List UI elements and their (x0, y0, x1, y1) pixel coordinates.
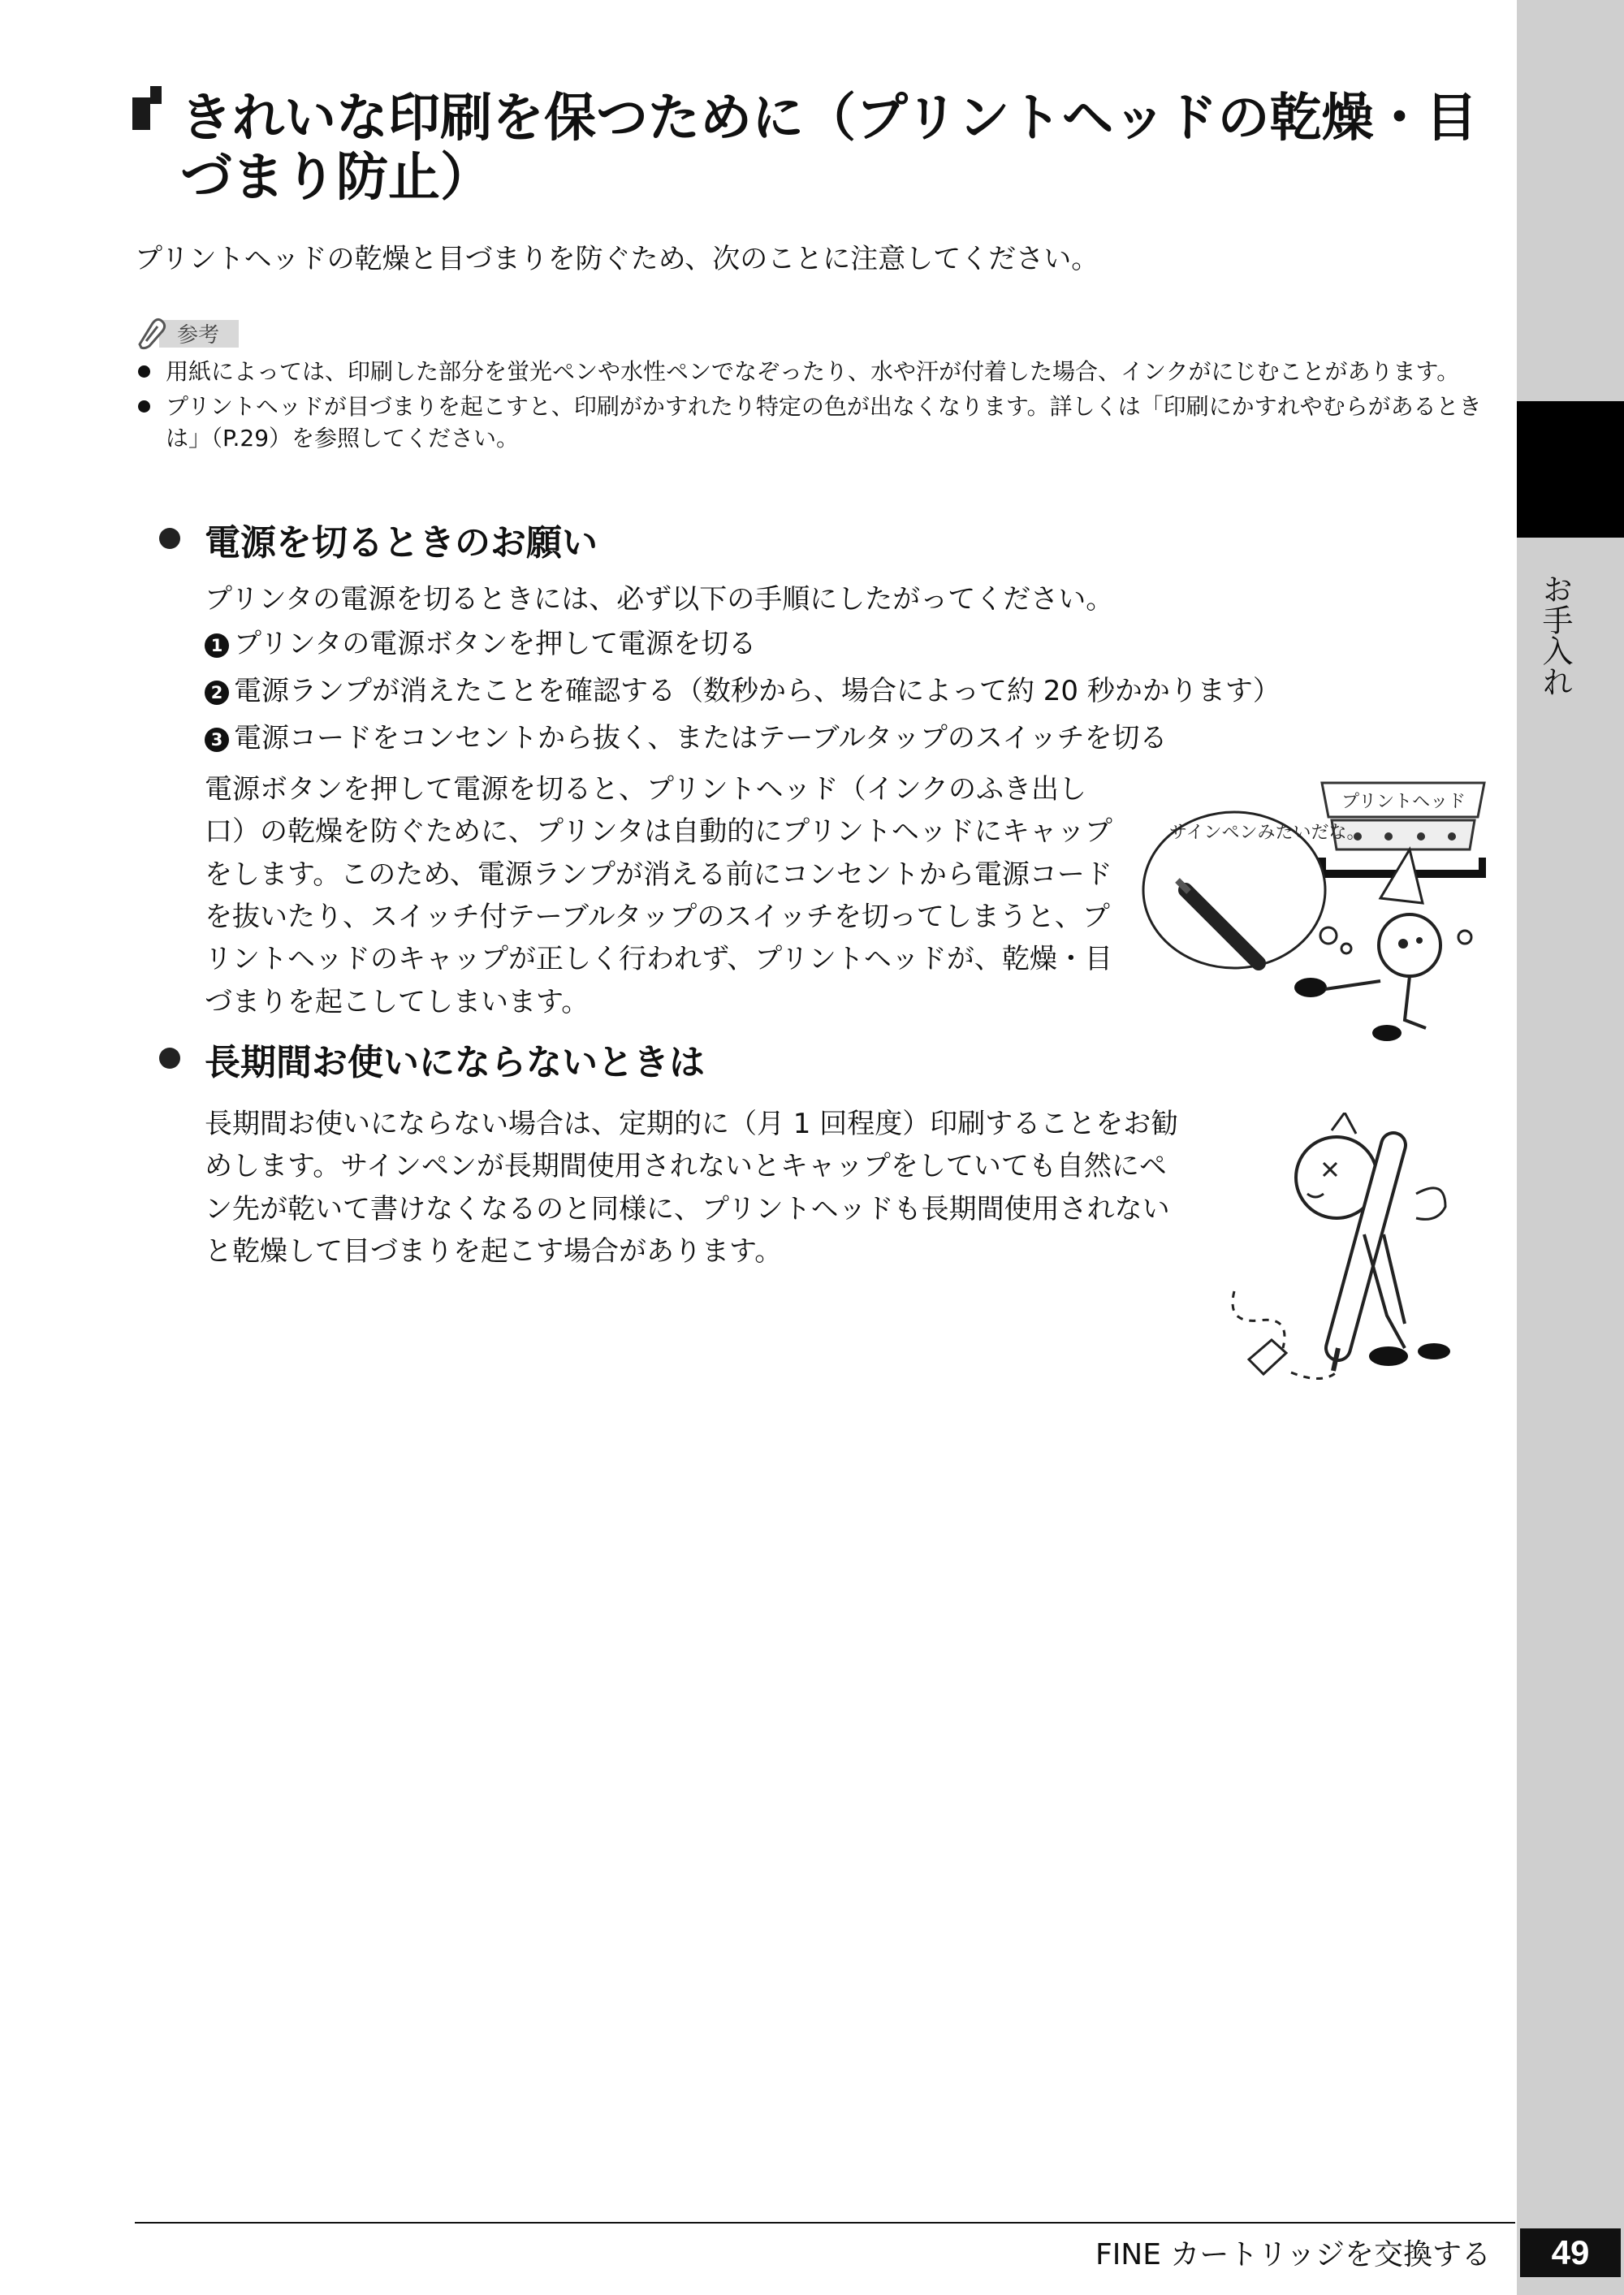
section-heading: 電源を切るときのお願い (205, 522, 598, 564)
note-icon (135, 315, 240, 351)
title-marker-icon (132, 97, 150, 130)
speech-text: サインペンみたいだな。 (1169, 823, 1365, 843)
footer-chapter-title: FINE カートリッジを交換する (1095, 2238, 1491, 2271)
side-band (1517, 0, 1624, 2295)
note-item: 用紙によっては、印刷した部分を蛍光ペンや水性ペンでなぞったり、水や汗が付着した場合、インクがにじむことがあります。 (135, 356, 1483, 387)
footer-rule (135, 2222, 1515, 2224)
chapter-tab-label: お手入れ (1537, 573, 1573, 697)
page-number: 49 (1520, 2228, 1621, 2277)
section-body: 長期間お使いにならない場合は、定期的に（月 1 回程度）印刷することをお勧めします。サインペンが長期間使用されないとキャップをしていても自然にペン先が乾いて書けなくなるのと同様に、プリントヘッドも長期間使用されないと乾燥して目づまりを起こす場合があります。 (205, 1108, 1179, 1269)
note-item: プリントヘッドが目づまりを起こすと、印刷がかすれたり特定の色が出なくなります。詳しくは「印刷にかすれやむらがあるときは」（P.29）を参照してください。 (135, 391, 1483, 454)
step-number-icon: 2 (205, 681, 229, 705)
page-title: きれいな印刷を保つために（プリントヘッドの乾燥・目づまり防止） (180, 89, 1478, 208)
step-text: 電源ランプが消えたことを確認する（数秒から、場合によって約 20 秒かかります） (234, 675, 1281, 707)
step-text: 電源コードをコンセントから抜く、またはテーブルタップのスイッチを切る (234, 722, 1168, 754)
step-item (205, 625, 756, 664)
step-text: プリンタの電源ボタンを押して電源を切る (234, 628, 757, 660)
section-lead: プリンタの電源を切るときには、必ず以下の手順にしたがってください。 (205, 583, 1114, 616)
printhead-label: プリントヘッド (1341, 792, 1466, 812)
step-item (205, 672, 1281, 711)
step-number-icon: 1 (205, 633, 229, 658)
dried-pen-illustration (1202, 1113, 1494, 1389)
note-label: 参考 (177, 323, 220, 348)
section-body: 電源ボタンを押して電源を切ると、プリントヘッド（インクのふき出し口）の乾燥を防ぐために、プリンタは自動的にプリントヘッドにキャップをします。このため、電源ランプが消える前にコンセントから電源コードを抜いたり、スイッチ付テーブルタップのスイッチを切ってしまうと、プリントヘッドのキャップが正しく行われず、プリントヘッドが、乾燥・目づまりを起こしてしまいます。 (205, 773, 1112, 1018)
printhead-illustration (1137, 768, 1486, 1052)
section-heading: 長期間お使いにならないときは (205, 1042, 705, 1083)
section-bullet-icon (159, 528, 180, 549)
note-list (135, 356, 1483, 458)
chapter-tab-marker (1517, 401, 1624, 538)
step-item (205, 720, 1168, 759)
intro-text: プリントヘッドの乾燥と目づまりを防ぐため、次のことに注意してください。 (135, 243, 1099, 275)
step-number-icon: 3 (205, 728, 229, 752)
section-bullet-icon (159, 1048, 180, 1069)
